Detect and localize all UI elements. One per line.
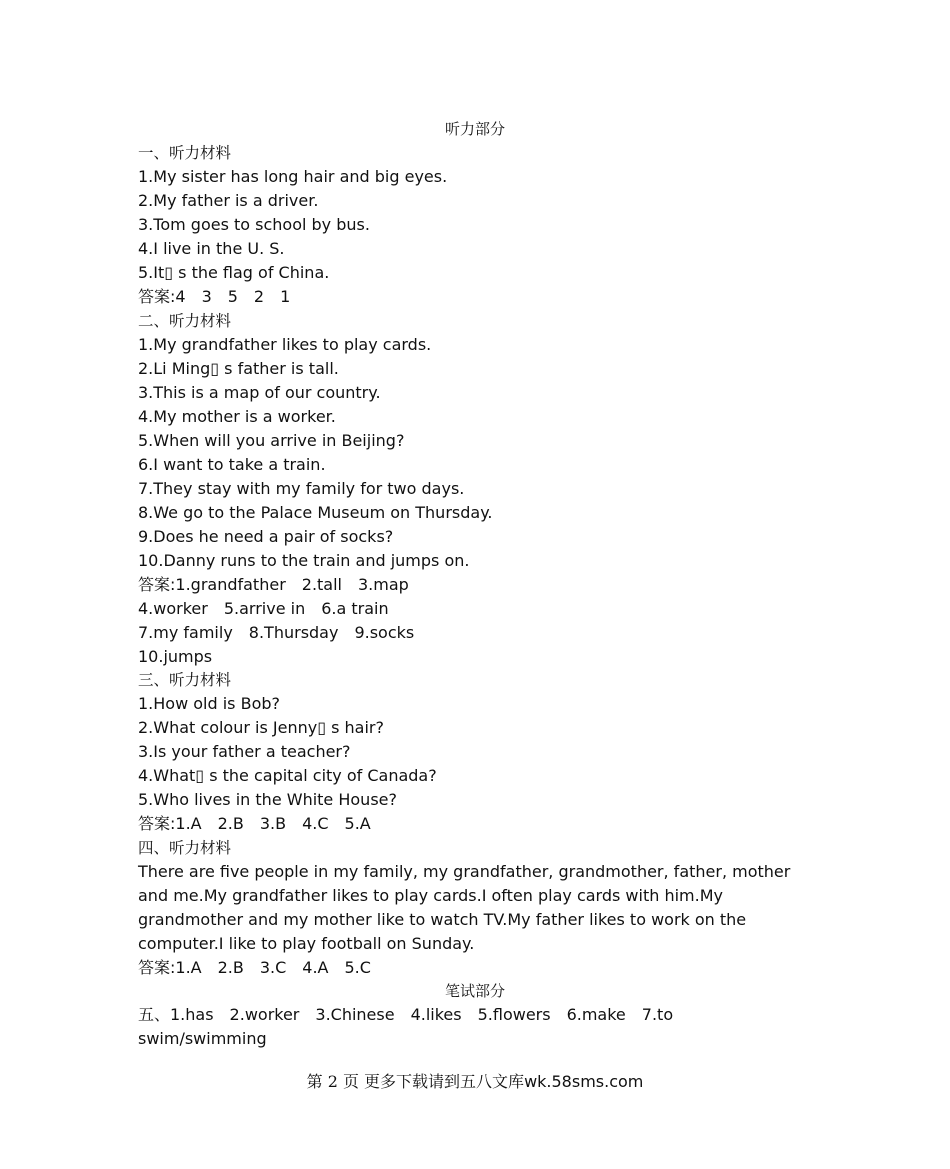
section-2-line: 1.My grandfather likes to play cards. — [138, 335, 432, 354]
section-1-line: 5.It▯ s the flag of China. — [138, 263, 330, 282]
section-4-paragraph-line: computer.I like to play football on Sunday. — [138, 934, 475, 953]
section-4-paragraph-line: grandmother and my mother like to watch TV.My father likes to work on the — [138, 910, 747, 929]
section-2-line: 4.My mother is a worker. — [138, 407, 336, 426]
section-1-answer: 答案:4 3 5 2 1 — [138, 287, 291, 306]
section-3-line: 1.How old is Bob? — [138, 694, 281, 713]
section-4-paragraph-line: and me.My grandfather likes to play cards.I often play cards with him.My — [138, 886, 723, 905]
writing-heading: 笔试部分 — [444, 982, 505, 1000]
section-5-line: swim/swimming — [138, 1029, 267, 1048]
section-4-answer: 答案:1.A 2.B 3.C 4.A 5.C — [138, 958, 371, 977]
section-2-line: 9.Does he need a pair of socks? — [138, 527, 394, 546]
section-2-answer: 4.worker 5.arrive in 6.a train — [138, 599, 389, 618]
section-2-answer: 10.jumps — [138, 647, 213, 666]
page-footer — [0, 1071, 950, 1093]
footer-link[interactable]: wk.58sms.com — [524, 1072, 644, 1091]
section-2-line: 5.When will you arrive in Beijing? — [138, 431, 405, 450]
section-5-line: 五、1.has 2.worker 3.Chinese 4.likes 5.flowers 6.make 7.to — [138, 1005, 674, 1024]
section-2-title: 二、听力材料 — [138, 312, 232, 330]
section-3-line: 3.Is your father a teacher? — [138, 742, 351, 761]
section-2-answer: 7.my family 8.Thursday 9.socks — [138, 623, 415, 642]
section-1-title: 一、听力材料 — [138, 144, 232, 162]
section-3-line: 2.What colour is Jenny▯ s hair? — [138, 718, 384, 737]
section-2-line: 3.This is a map of our country. — [138, 383, 381, 402]
section-4-paragraph-line: There are five people in my family, my grandfather, grandmother, father, mother — [138, 862, 791, 881]
section-3-line: 4.What▯ s the capital city of Canada? — [138, 766, 437, 785]
section-1-line: 3.Tom goes to school by bus. — [138, 215, 370, 234]
footer-text: 第 2 页 更多下载请到五八文库 — [306, 1072, 525, 1091]
listening-heading: 听力部分 — [444, 120, 505, 138]
section-1-line: 1.My sister has long hair and big eyes. — [138, 167, 448, 186]
section-2-line: 10.Danny runs to the train and jumps on. — [138, 551, 470, 570]
section-3-title: 三、听力材料 — [138, 671, 232, 689]
section-1-line: 4.I live in the U. S. — [138, 239, 285, 258]
section-2-line: 6.I want to take a train. — [138, 455, 326, 474]
section-2-answer: 答案:1.grandfather 2.tall 3.map — [138, 575, 409, 594]
section-3-answer: 答案:1.A 2.B 3.B 4.C 5.A — [138, 814, 371, 833]
section-4-title: 四、听力材料 — [138, 839, 232, 857]
section-3-line: 5.Who lives in the White House? — [138, 790, 397, 809]
section-2-line: 7.They stay with my family for two days. — [138, 479, 465, 498]
section-2-line: 2.Li Ming▯ s father is tall. — [138, 359, 339, 378]
section-1-line: 2.My father is a driver. — [138, 191, 319, 210]
section-2-line: 8.We go to the Palace Museum on Thursday. — [138, 503, 493, 522]
